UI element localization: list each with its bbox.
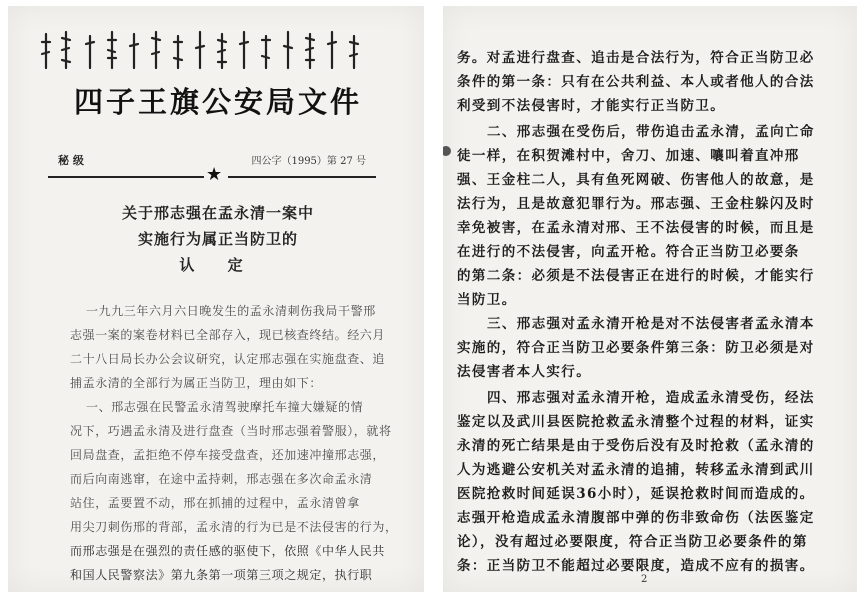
body-text-line: 二、邢志强在受伤后，带伤追击孟永清，孟向亡命 (487, 124, 815, 140)
body-text-line: 医院抢救时间延误36小时），延误抢救时间而造成的。 (457, 486, 815, 502)
body-text-line: 捕孟永清的全部行为属正当防卫，理由如下： (70, 376, 323, 390)
body-text-line: 一、邢志强在民警孟永清驾驶摩托车撞大嫌疑的情 (86, 400, 364, 414)
body-text-line: 而后向南逃窜，在途中孟持刺，邢志强在多次命孟永清 (70, 472, 373, 486)
body-text-line: 徒一样，在积贺滩村中，舍刀、加速、嚷叫着直冲邢 (457, 148, 800, 164)
body-text-line: 务。对孟进行盘查、追击是合法行为，符合正当防卫必 (457, 50, 815, 66)
body-text-line: 鉴定以及武川县医院抢救孟永清整个过程的材料，证实 (457, 414, 815, 430)
body-text-line: 一九九三年六月六日晚发生的孟永清刺伤我局干警邢 (86, 304, 376, 318)
page-number: 2 (641, 574, 648, 585)
body-text-line: 而邢志强是在强烈的责任感的驱使下，依照《中华人民共 (70, 544, 386, 558)
document-header: 四子王旗公安局文件 (73, 85, 362, 119)
left-document-page (8, 6, 424, 592)
body-text-line: 法侵害者本人实行。 (457, 364, 592, 380)
body-text-line: 四、邢志强对孟永清开枪，造成孟永清受伤，经法 (487, 390, 815, 406)
body-text-line: 用尖刀刺伤邢的背部，孟永清的行为已是不法侵害的行为， (70, 520, 398, 534)
binding-hole-mark (443, 146, 451, 156)
body-text-line: 人为逃避公安机关对孟永清的追捕，转移孟永清到武川 (457, 462, 815, 478)
body-text-line: 实施的，符合正当防卫必要条件第三条：防卫必须是对 (457, 340, 815, 356)
body-text-line: 条：正当防卫不能超过必要限度，造成不应有的损害。 (457, 558, 815, 574)
document-number: 四公字（1995）第 27 号 (251, 156, 366, 167)
document-title-line: 实施行为属正当防卫的 (137, 230, 298, 248)
document-title-line: 关于邢志强在孟永清一案中 (121, 204, 314, 222)
mongolian-script-header (38, 28, 368, 72)
body-text-line: 在进行的不法侵害，向孟开枪。符合正当防卫必要条 (457, 244, 800, 260)
body-text-line: 的第二条：必须是不法侵害正在进行的时候，才能实行 (457, 268, 815, 284)
body-text-line: 永清的死亡结果是由于受伤后没有及时抢救（孟永清的 (457, 438, 815, 454)
right-document-page (443, 6, 857, 592)
body-text-line: 幸免被害，在孟永清对邢、王不法侵害的时候，而且是 (457, 220, 815, 236)
secret-label: 秘 级 (58, 154, 84, 167)
body-text-line: 二十八日局长办公会议研究，认定邢志强在实施盘查、追 (70, 352, 386, 366)
star-icon: ★ (206, 164, 223, 185)
body-text-line: 志强开枪造成孟永清腹部中弹的伤非致命伤（法医鉴定 (457, 510, 815, 526)
body-text-line: 当防卫。 (457, 292, 517, 308)
document-title-line: 认 定 (179, 256, 257, 274)
body-text-line: 况下，巧遇孟永清及进行盘查（当时邢志强着警服），就将 (70, 424, 392, 438)
body-text-line: 三、邢志强对孟永清开枪是对不法侵害者孟永清本 (487, 316, 815, 332)
body-text-line: 利受到不法侵害时，才能实行正当防卫。 (457, 98, 726, 114)
body-text-line: 论），没有超过必要限度，符合正当防卫必要条件的第 (457, 534, 808, 550)
body-text-line: 条件的第一条：只有在公共利益、本人或者他人的合法 (457, 74, 815, 90)
body-text-line: 站住，孟要置不动，邢在抓捕的过程中，孟永清曾拿 (70, 496, 360, 510)
body-text-line: 回局盘查，孟拒绝不停车接受盘查，还加速冲撞邢志强， (70, 448, 386, 462)
header-rule-right (228, 176, 376, 178)
body-text-line: 志强一案的案卷材料已全部存入，现已核查终结。经六月 (70, 328, 386, 342)
header-rule-left (48, 176, 204, 178)
body-text-line: 和国人民警察法》第九条第一项第三项之规定，执行职 (70, 568, 373, 582)
body-text-line: 强、王金柱二人，具有鱼死网破、伤害他人的故意，是 (457, 172, 815, 188)
body-text-line: 法行为，且是故意犯罪行为。邢志强、王金柱躲闪及时 (457, 196, 815, 212)
